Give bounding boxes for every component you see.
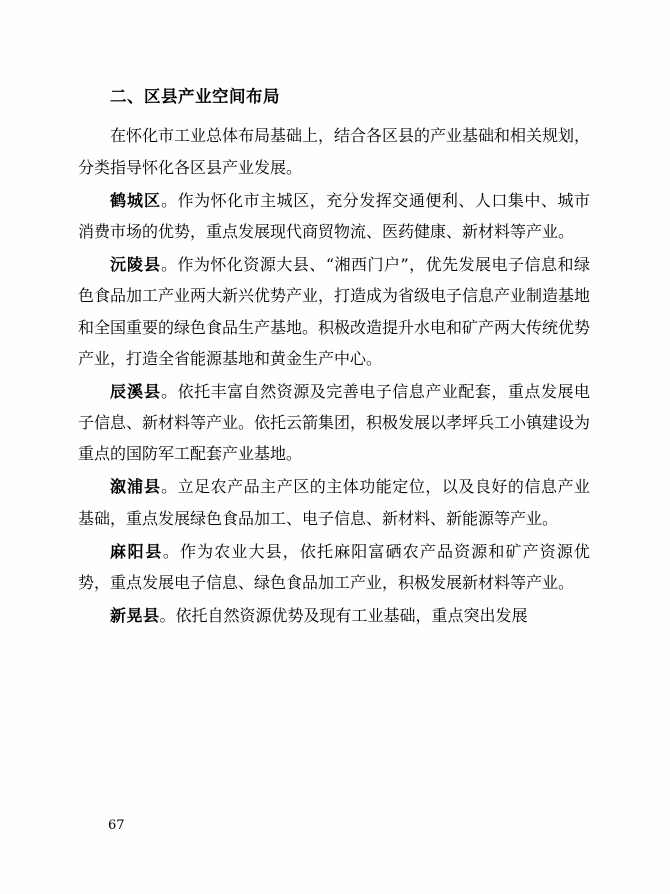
paragraph-chenxixian (78, 376, 590, 470)
paragraph-lead: 鹤城区 (110, 190, 162, 210)
paragraph-mayangxian (78, 536, 590, 598)
paragraph-text: 。作为农业大县，依托麻阳富硒农产品资源和矿产资源优势，重点发展电子信息、绿色食品加工产业，积极发展新材料等产业。 (78, 541, 590, 593)
paragraph-text: 。依托自然资源优势及现有工业基础，重点突出发展 (159, 606, 528, 626)
paragraph-lead: 辰溪县 (110, 381, 162, 401)
paragraph-yuanlingxian (78, 249, 590, 374)
paragraph-lead: 沅陵县 (110, 255, 161, 275)
paragraph-text: 。依托丰富自然资源及完善电子信息产业配套，重点发展电子信息、新材料等产业。依托云箭集团，积极发展以孝坪兵工小镇建设为重点的国防军工配套产业基地。 (78, 381, 591, 464)
paragraph-text: 。作为怀化资源大县、“湘西门户”，优先发展电子信息和绿色食品加工产业两大新兴优势产业，打造成为省级电子信息产业制造基地和全国重要的绿色食品生产基地。积极改造提升水电和矿产两大传统优势产业，打造全省能源基地和黄金生产中心。 (78, 255, 591, 368)
paragraph-xinhuangxian (78, 600, 590, 631)
paragraph-text: 在怀化市工业总体布局基础上，结合各区县的产业基础和相关规划，分类指导怀化各区县产业发展。 (78, 126, 591, 177)
page-number: 67 (108, 818, 125, 833)
paragraph-text: 。立足农产品主产区的主体功能定位，以及良好的信息产业基础，重点发展绿色食品加工、电子信息、新材料、新能源等产业。 (78, 477, 590, 528)
section-heading: 二、区县产业空间布局 (110, 87, 280, 106)
paragraph-xupuxian (78, 471, 590, 533)
paragraph-lead: 溆浦县 (110, 477, 162, 497)
paragraph-text: 。作为怀化市主城区，充分发挥交通便利、人口集中、城市消费市场的优势，重点发展现代商贸物流、医药健康、新材料等产业。 (78, 190, 590, 241)
paragraph-hechengqu (78, 185, 590, 247)
paragraph-intro (78, 120, 590, 182)
paragraph-lead: 麻阳县 (110, 541, 163, 561)
page-content (78, 84, 590, 633)
paragraph-lead: 新晃县 (110, 606, 160, 626)
